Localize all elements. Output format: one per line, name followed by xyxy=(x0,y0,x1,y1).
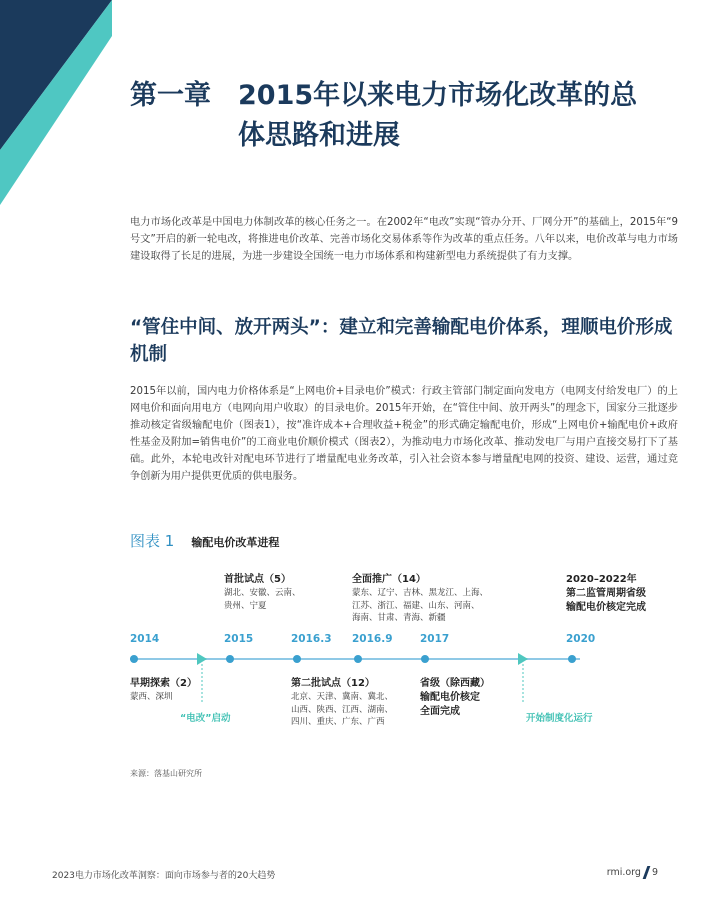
second-period-line: 输配电价核定完成 xyxy=(566,602,646,613)
timeline-dot-2016-9 xyxy=(354,655,362,663)
chapter-title xyxy=(130,76,670,156)
first-pilots-line: 湖北、安徽、云南、 xyxy=(224,588,301,598)
timeline-dot-2014 xyxy=(130,655,138,663)
timeline-box-first-pilots xyxy=(224,573,301,612)
milestone-institutional-operation: 开始制度化运行 xyxy=(526,713,593,724)
year-2016-3: 2016.3 xyxy=(291,633,332,645)
provincial-complete-line: 全面完成 xyxy=(420,706,460,717)
slash-divider-icon xyxy=(643,866,651,879)
figure-title: 输配电价改革进程 xyxy=(191,536,280,549)
timeline-arrow-reform-start xyxy=(197,653,207,665)
footer-site[interactable]: rmi.org xyxy=(606,867,641,878)
second-pilots-line: 北京、天津、冀南、冀北、 xyxy=(291,692,394,702)
chapter-number: 第一章 xyxy=(130,80,211,111)
page-number: 9 xyxy=(651,867,658,878)
timeline-box-second-pilots xyxy=(291,677,393,729)
early-exploration-line: 蒙西、深圳 xyxy=(130,692,173,702)
first-pilots-line: 贵州、宁夏 xyxy=(224,600,267,611)
full-rollout-line: 蒙东、辽宁、吉林、黑龙江、上海、 xyxy=(352,588,489,598)
timeline-dot-2016-3 xyxy=(293,655,301,663)
chapter-title-line2: 体思路和进展 xyxy=(238,120,400,151)
timeline-dot-2017 xyxy=(421,655,429,663)
milestone-reform-start: “电改”启动 xyxy=(180,713,231,724)
timeline-arrow-institutional xyxy=(518,653,528,665)
early-exploration-head: 早期探索（2） xyxy=(130,678,197,689)
second-pilots-line: 山西、陕西、江西、湖南、 xyxy=(291,704,394,715)
year-2014: 2014 xyxy=(130,633,160,645)
timeline-box-second-period xyxy=(566,573,646,615)
footer-page-info xyxy=(607,866,658,879)
full-rollout-line: 江苏、浙江、福建、山东、河南、 xyxy=(352,600,480,611)
intro-paragraph: 电力市场化改革是中国电力体制改革的核心任务之一。在2002年“电改”实现“管办分开、厂网分开”的基础上，2015年“9号文”开启的新一轮电改，将推进电价改革、完善市场化交易体系等作为改革的重点任务。八年以来，电价改革与电力市场建设取得了长足的进展，为进一步建设全国统一电力市场体系和构建新型电力系统提供了有力支撑。 xyxy=(130,217,678,262)
chapter-title-line1: 2015年以来电力市场化改革的总 xyxy=(238,80,638,111)
figure-caption xyxy=(130,530,279,551)
year-2020: 2020 xyxy=(566,633,596,645)
first-pilots-head: 首批试点（5） xyxy=(224,574,291,585)
section-paragraph: 2015年以前，国内电力价格体系是“上网电价+目录电价”模式：行政主管部门制定面向发电方（电网支付给发电厂）的上网电价和面向用电方（电网向用户收取）的目录电价。2015年开始，在“管住中间、放开两头”的理念下，国家分三批逐步推动核定省级输配电价（图表1），按“准许成本+合理收益+税金”的形式确定输配电价，形成“上网电价+输配电价+政府性基金及附加=销售电价”的工商业电价顺价模式（图表2），为推动电力市场化改革、推动发电厂与用户直接交易打下了基础。此外，本轮电改针对配电环节进行了增量配电业务改革，引入社会资本参与增量配电网的投资、建设、运营，通过竞争创新为用户提供更优质的供电服务。 xyxy=(130,386,678,482)
provincial-complete-line: 省级（除西藏） xyxy=(420,678,490,689)
provincial-complete-line: 输配电价核定 xyxy=(420,692,480,703)
second-pilots-head: 第二批试点（12） xyxy=(291,678,375,689)
corner-decoration xyxy=(0,0,120,205)
timeline-dot-2020 xyxy=(568,655,576,663)
second-period-line: 2020–2022年 xyxy=(566,574,637,585)
year-2016-9: 2016.9 xyxy=(352,633,393,645)
timeline-box-early-exploration xyxy=(130,677,197,704)
timeline-box-provincial-complete xyxy=(420,677,490,719)
second-period-line: 第二监管周期省级 xyxy=(566,588,646,599)
full-rollout-line: 海南、甘肃、青海、新疆 xyxy=(352,613,446,623)
footer-report-title: 2023电力市场化改革洞察：面向市场参与者的20大趋势 xyxy=(52,871,276,881)
year-2017: 2017 xyxy=(420,633,450,645)
second-pilots-line: 四川、重庆、广东、广西 xyxy=(291,717,385,727)
source-note: 来源：落基山研究所 xyxy=(130,769,202,778)
year-2015: 2015 xyxy=(224,633,254,645)
figure-label: 图表 1 xyxy=(130,532,175,550)
full-rollout-head: 全面推广（14） xyxy=(352,574,426,585)
timeline-dot-2015 xyxy=(226,655,234,663)
timeline-box-full-rollout xyxy=(352,573,488,625)
section-title: “管住中间、放开两头”：建立和完善输配电价体系，理顺电价形成机制 xyxy=(130,317,673,365)
